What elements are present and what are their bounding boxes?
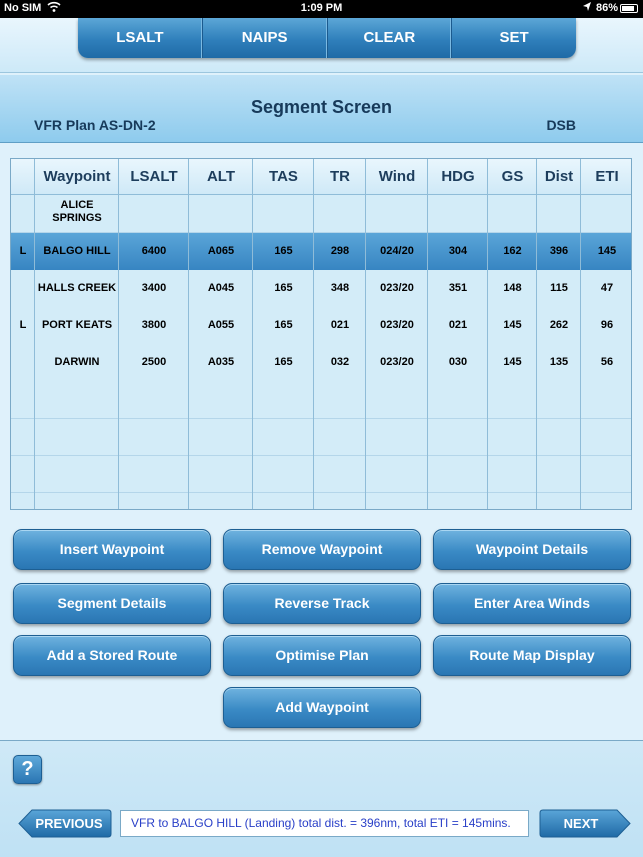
row-dist: 115: [550, 282, 568, 294]
row-eti: 96: [600, 319, 614, 331]
row-hdg: 030: [448, 356, 468, 368]
row-tr: 021: [330, 319, 350, 331]
column-divider: [427, 159, 428, 509]
row-waypoint-line1: ALICE: [60, 199, 94, 211]
add-waypoint-button[interactable]: Add Waypoint: [223, 687, 421, 728]
add-stored-route-button[interactable]: Add a Stored Route: [13, 635, 211, 676]
reverse-track-button[interactable]: Reverse Track: [223, 583, 421, 624]
enter-area-winds-button[interactable]: Enter Area Winds: [433, 583, 631, 624]
row-alt: A055: [207, 319, 235, 331]
row-hdg: 304: [448, 245, 468, 257]
row-waypoint: [35, 195, 119, 232]
row-dist: 262: [549, 319, 569, 331]
title-bar: [0, 75, 643, 143]
set-button[interactable]: SET: [499, 29, 529, 46]
row-flag: L: [19, 319, 27, 331]
column-header-tr: TR: [330, 168, 350, 185]
row-gs: 162: [503, 245, 522, 257]
clear-button[interactable]: CLEAR: [328, 18, 453, 58]
next-button[interactable]: [539, 809, 631, 838]
row-lsalt: 3400: [141, 282, 167, 294]
carrier-label: No SIM: [4, 2, 42, 14]
column-divider: [365, 159, 366, 509]
row-gs: 145: [503, 319, 522, 331]
column-header-flag: [11, 159, 35, 195]
row-lsalt: 3800: [141, 319, 167, 331]
column-header-lsalt: LSALT: [130, 168, 178, 185]
top-segmented-control: [78, 18, 576, 58]
column-header-eti: ETI: [595, 168, 619, 185]
row-wind: 023/20: [380, 282, 414, 294]
column-divider: [536, 159, 537, 509]
route-summary-message: VFR to BALGO HILL (Landing) total dist. = 396nm, total ETI = 145mins.: [120, 810, 529, 837]
row-lsalt: 6400: [141, 245, 167, 257]
row-gs: 148: [503, 282, 522, 294]
row-eti: 47: [600, 282, 614, 294]
table-row[interactable]: [11, 307, 632, 344]
remove-waypoint-button[interactable]: Remove Waypoint: [223, 529, 421, 570]
row-alt: A065: [207, 245, 235, 257]
row-hdg: 351: [448, 282, 468, 294]
row-waypoint-line2: SPRINGS: [52, 212, 102, 224]
row-tr: 298: [330, 245, 350, 257]
waypoint-details-button[interactable]: Waypoint Details: [433, 529, 631, 570]
plan-code: DSB: [546, 117, 576, 133]
location-arrow-icon: [582, 1, 592, 15]
row-alt: A045: [207, 282, 235, 294]
row-tas: 165: [274, 319, 293, 331]
plan-name: VFR Plan AS-DN-2: [34, 117, 156, 133]
column-header-wind: Wind: [378, 168, 416, 185]
battery-percent: 86%: [596, 2, 619, 14]
table-header: [11, 159, 632, 195]
row-waypoint: PORT KEATS: [41, 319, 113, 331]
row-divider: [11, 492, 632, 493]
row-tas: 165: [274, 356, 293, 368]
row-divider: [11, 418, 632, 419]
row-flag: [11, 195, 35, 232]
row-tr: 032: [330, 356, 350, 368]
segment-table: [10, 158, 632, 510]
column-divider: [313, 159, 314, 509]
row-eti: 56: [600, 356, 614, 368]
column-header-dist: Dist: [544, 168, 574, 185]
row-alt: A035: [207, 356, 235, 368]
column-divider: [118, 159, 119, 509]
battery-icon: [620, 4, 638, 13]
column-divider: [252, 159, 253, 509]
row-divider: [11, 455, 632, 456]
row-wind: 023/20: [380, 319, 414, 331]
previous-button[interactable]: [18, 809, 112, 838]
row-wind: 024/20: [380, 245, 414, 257]
help-button[interactable]: ?: [13, 755, 42, 784]
previous-label: PREVIOUS: [35, 816, 103, 831]
top-toolbar: [0, 18, 643, 73]
row-tas: 165: [274, 282, 293, 294]
row-waypoint: HALLS CREEK: [37, 282, 117, 294]
status-bar: [0, 0, 643, 18]
column-divider: [34, 159, 35, 509]
route-map-display-button[interactable]: Route Map Display: [433, 635, 631, 676]
column-header-waypoint: Waypoint: [43, 168, 111, 185]
table-row[interactable]: [11, 344, 632, 381]
naips-button[interactable]: NAIPS: [203, 18, 328, 58]
row-waypoint: BALGO HILL: [43, 245, 111, 257]
lsalt-button[interactable]: LSALT: [78, 18, 203, 58]
row-hdg: 021: [448, 319, 468, 331]
row-wind: 023/20: [380, 356, 414, 368]
row-dist: 396: [549, 245, 569, 257]
table-row[interactable]: [11, 195, 632, 232]
row-flag: [11, 344, 35, 381]
column-divider: [487, 159, 488, 509]
row-dist: 135: [549, 356, 569, 368]
row-lsalt: 2500: [141, 356, 167, 368]
row-gs: 145: [503, 356, 522, 368]
segment-details-button[interactable]: Segment Details: [13, 583, 211, 624]
page-title: Segment Screen: [250, 97, 393, 117]
row-flag: L: [19, 245, 27, 257]
next-label: NEXT: [563, 816, 599, 831]
row-flag: [11, 270, 35, 307]
row-waypoint: DARWIN: [54, 356, 100, 368]
bottom-panel: [0, 740, 643, 857]
column-header-hdg: HDG: [441, 168, 475, 185]
insert-waypoint-button[interactable]: Insert Waypoint: [13, 529, 211, 570]
clock: 1:09 PM: [300, 2, 343, 14]
row-tr: 348: [330, 282, 350, 294]
row-eti: 145: [597, 245, 617, 257]
row-tas: 165: [274, 245, 293, 257]
column-header-alt: ALT: [206, 168, 236, 185]
table-row[interactable]: [11, 270, 632, 307]
column-header-tas: TAS: [269, 168, 298, 185]
optimise-plan-button[interactable]: Optimise Plan: [223, 635, 421, 676]
column-divider: [188, 159, 189, 509]
table-row-selected[interactable]: [11, 233, 632, 270]
column-divider: [580, 159, 581, 509]
column-header-gs: GS: [501, 168, 524, 185]
